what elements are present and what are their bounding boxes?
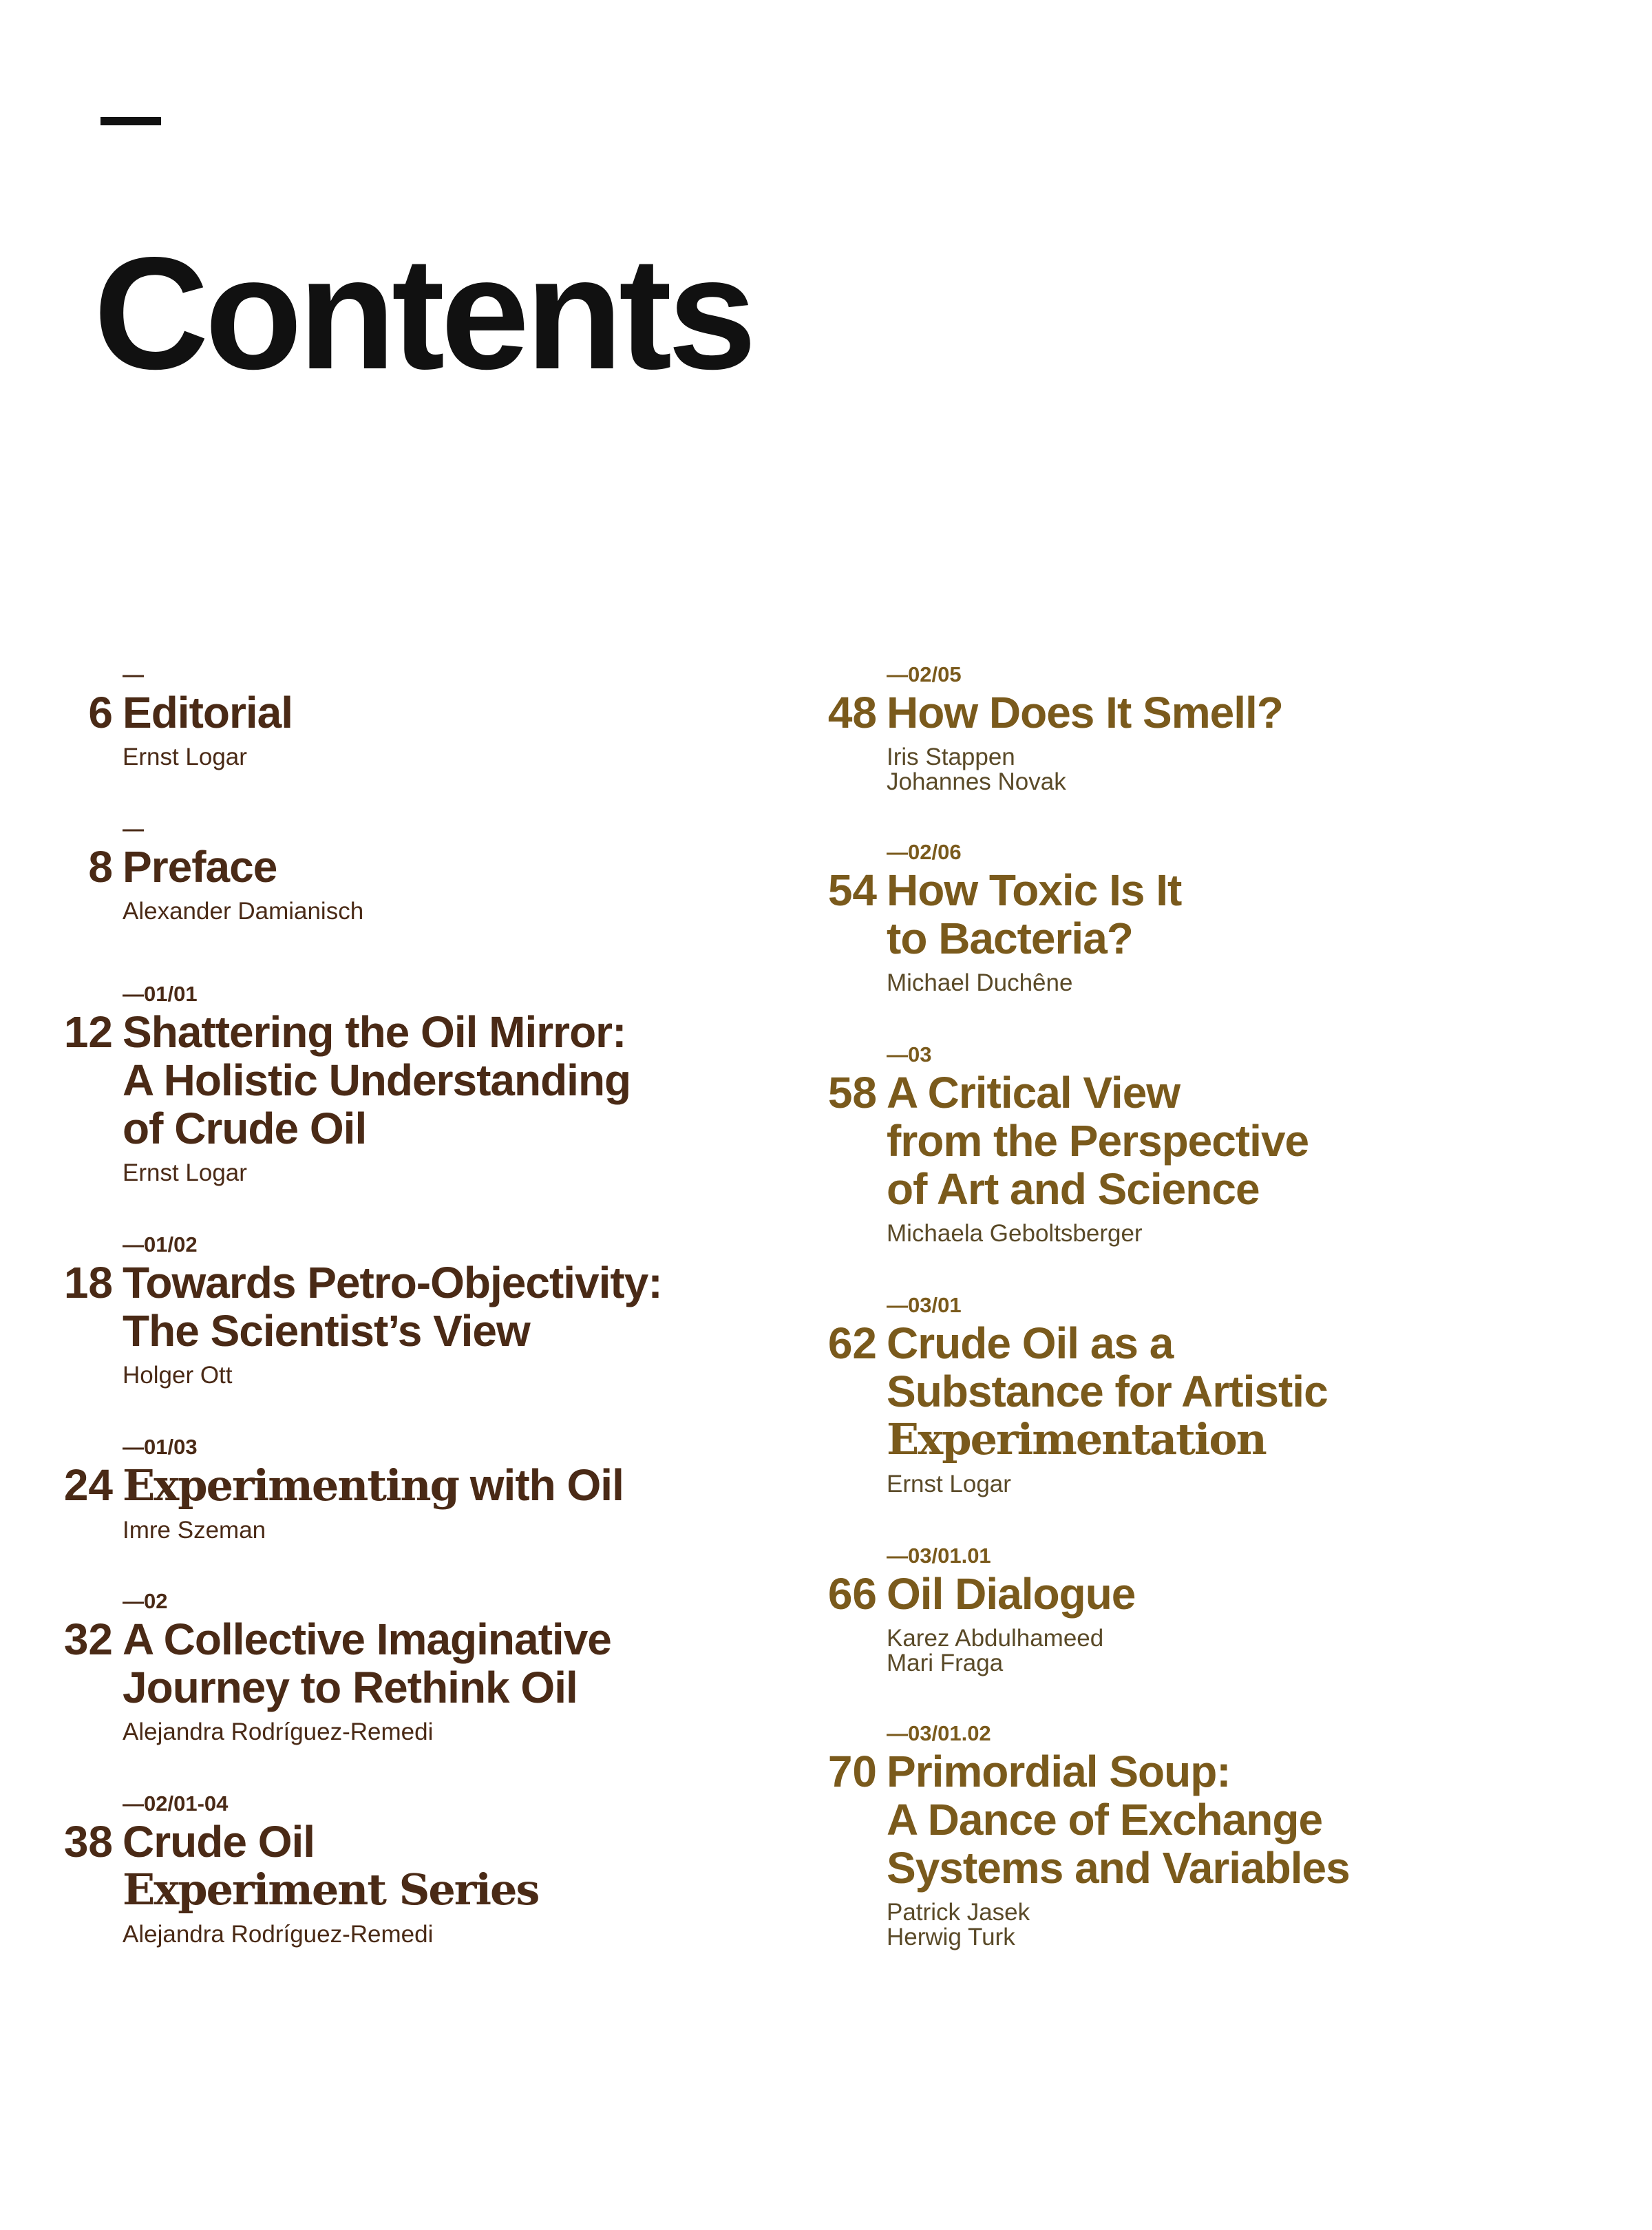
toc-entry-preface[interactable]	[51, 815, 363, 924]
entry-authors	[887, 1472, 1328, 1497]
author-name: Mari Fraga	[887, 1650, 1004, 1676]
section-code: —02	[123, 1589, 168, 1613]
page-number: 24	[63, 1460, 113, 1510]
page-number: 58	[827, 1068, 877, 1117]
title-line: A Critical View	[887, 1068, 1180, 1117]
toc-entry-critical-view[interactable]	[815, 1041, 1309, 1246]
entry-title	[887, 1747, 1350, 1892]
title-line: Systems and Variables	[887, 1843, 1350, 1893]
entry-title	[887, 866, 1181, 963]
title-line: The Scientist’s View	[123, 1306, 530, 1356]
title-line: Experimentation	[887, 1414, 1266, 1464]
author-name: Alexander Damianisch	[123, 898, 364, 925]
title-line: Towards Petro-Objectivity:	[123, 1258, 662, 1307]
title-line: Shattering the Oil Mirror:	[123, 1007, 626, 1057]
toc-entry-smell[interactable]	[815, 661, 1283, 795]
title-line: Editorial	[123, 688, 293, 737]
author-name: Michaela Geboltsberger	[887, 1220, 1143, 1247]
page-number: 66	[827, 1569, 877, 1619]
section-code: —03/01.01	[887, 1544, 991, 1568]
entry-title	[123, 1461, 624, 1510]
entry-authors	[887, 1626, 1135, 1676]
entry-title	[123, 1259, 662, 1355]
dash-mark	[100, 117, 161, 125]
section-code: —02/01-04	[123, 1791, 229, 1816]
entry-title	[887, 688, 1283, 737]
author-name: Holger Ott	[123, 1362, 233, 1389]
author-name: Karez Abdulhameed	[887, 1625, 1104, 1652]
page-number: 70	[827, 1747, 877, 1796]
author-name: Patrick Jasek	[887, 1899, 1030, 1926]
page-number: 32	[63, 1614, 113, 1664]
section-code: —03/01.02	[887, 1721, 991, 1745]
title-line: A Collective Imaginative	[123, 1614, 611, 1664]
title-line: Primordial Soup:	[887, 1747, 1231, 1796]
entry-authors	[123, 1922, 538, 1947]
entry-title	[123, 688, 293, 737]
section-code: —02/05	[887, 662, 962, 686]
entry-authors	[887, 1221, 1309, 1246]
title-sans-part: with Oil	[458, 1460, 624, 1510]
page-title: Contents	[94, 224, 753, 403]
entry-authors	[123, 1363, 662, 1388]
entry-authors	[123, 1720, 611, 1745]
title-line: Crude Oil	[123, 1817, 315, 1866]
toc-entry-oil-mirror[interactable]	[51, 980, 631, 1186]
page-number: 6	[88, 688, 113, 737]
toc-entry-toxic[interactable]	[815, 839, 1181, 996]
toc-entry-experimenting[interactable]	[51, 1433, 624, 1543]
entry-authors	[123, 1161, 631, 1186]
title-serif-part: Experimenting	[123, 1460, 458, 1511]
title-line: Journey to Rethink Oil	[123, 1663, 578, 1712]
author-name: Alejandra Rodríguez-Remedi	[123, 1718, 434, 1745]
title-line: How Does It Smell?	[887, 688, 1283, 737]
section-code: —03/01	[887, 1293, 962, 1317]
toc-entry-editorial[interactable]	[51, 661, 293, 770]
title-line: How Toxic Is It	[887, 865, 1182, 915]
entry-title	[123, 1615, 611, 1712]
page-number: 48	[827, 688, 877, 737]
page-number: 38	[63, 1817, 113, 1866]
toc-entry-oil-dialogue[interactable]	[815, 1542, 1135, 1676]
author-name: Ernst Logar	[123, 1159, 247, 1186]
entry-authors	[887, 1900, 1350, 1950]
page-number: 54	[827, 865, 877, 915]
section-code: —03	[887, 1042, 932, 1066]
entry-title	[887, 1069, 1309, 1213]
author-name: Herwig Turk	[887, 1924, 1015, 1950]
author-name: Ernst Logar	[123, 744, 247, 770]
title-line: of Crude Oil	[123, 1104, 367, 1153]
page-number: 8	[88, 842, 113, 892]
entry-title	[123, 843, 277, 891]
section-code: —	[123, 662, 144, 686]
title-line: Crude Oil as a	[887, 1318, 1174, 1368]
section-code: —02/06	[887, 840, 962, 864]
entry-authors	[123, 899, 363, 924]
author-name: Imre Szeman	[123, 1517, 266, 1544]
toc-entry-artistic-substance[interactable]	[815, 1292, 1328, 1497]
section-code: —01/02	[123, 1232, 198, 1256]
section-code: —01/01	[123, 982, 198, 1006]
entry-title	[887, 1570, 1135, 1618]
toc-entry-primordial-soup[interactable]	[815, 1720, 1350, 1950]
title-line: to Bacteria?	[887, 914, 1133, 963]
title-line: Experiment Series	[123, 1864, 539, 1915]
entry-title	[123, 1818, 538, 1914]
title-line: from the Perspective	[887, 1116, 1309, 1166]
section-code: —	[123, 817, 144, 841]
entry-title	[887, 1319, 1328, 1464]
title-line: of Art and Science	[887, 1164, 1260, 1214]
title-line: A Dance of Exchange	[887, 1795, 1323, 1844]
toc-entry-collective-journey[interactable]	[51, 1588, 611, 1745]
author-name: Johannes Novak	[887, 768, 1066, 795]
author-name: Michael Duchêne	[887, 969, 1073, 996]
title-line: A Holistic Understanding	[123, 1055, 631, 1105]
entry-title	[123, 1008, 631, 1153]
entry-authors	[887, 971, 1181, 996]
toc-entry-experiment-series[interactable]	[51, 1790, 538, 1947]
page-number: 12	[63, 1007, 113, 1057]
page-number: 62	[827, 1318, 877, 1368]
author-name: Alejandra Rodríguez-Remedi	[123, 1921, 434, 1948]
toc-entry-petro-objectivity[interactable]	[51, 1231, 662, 1388]
title-line: Preface	[123, 842, 277, 892]
section-code: —01/03	[123, 1435, 198, 1459]
entry-authors	[887, 745, 1283, 795]
title-line	[123, 1461, 624, 1510]
entry-authors	[123, 745, 293, 770]
author-name: Ernst Logar	[887, 1471, 1011, 1497]
author-name: Iris Stappen	[887, 744, 1015, 770]
entry-authors	[123, 1518, 624, 1543]
title-line: Oil Dialogue	[887, 1569, 1136, 1619]
title-line: Substance for Artistic	[887, 1367, 1328, 1416]
page-number: 18	[63, 1258, 113, 1307]
